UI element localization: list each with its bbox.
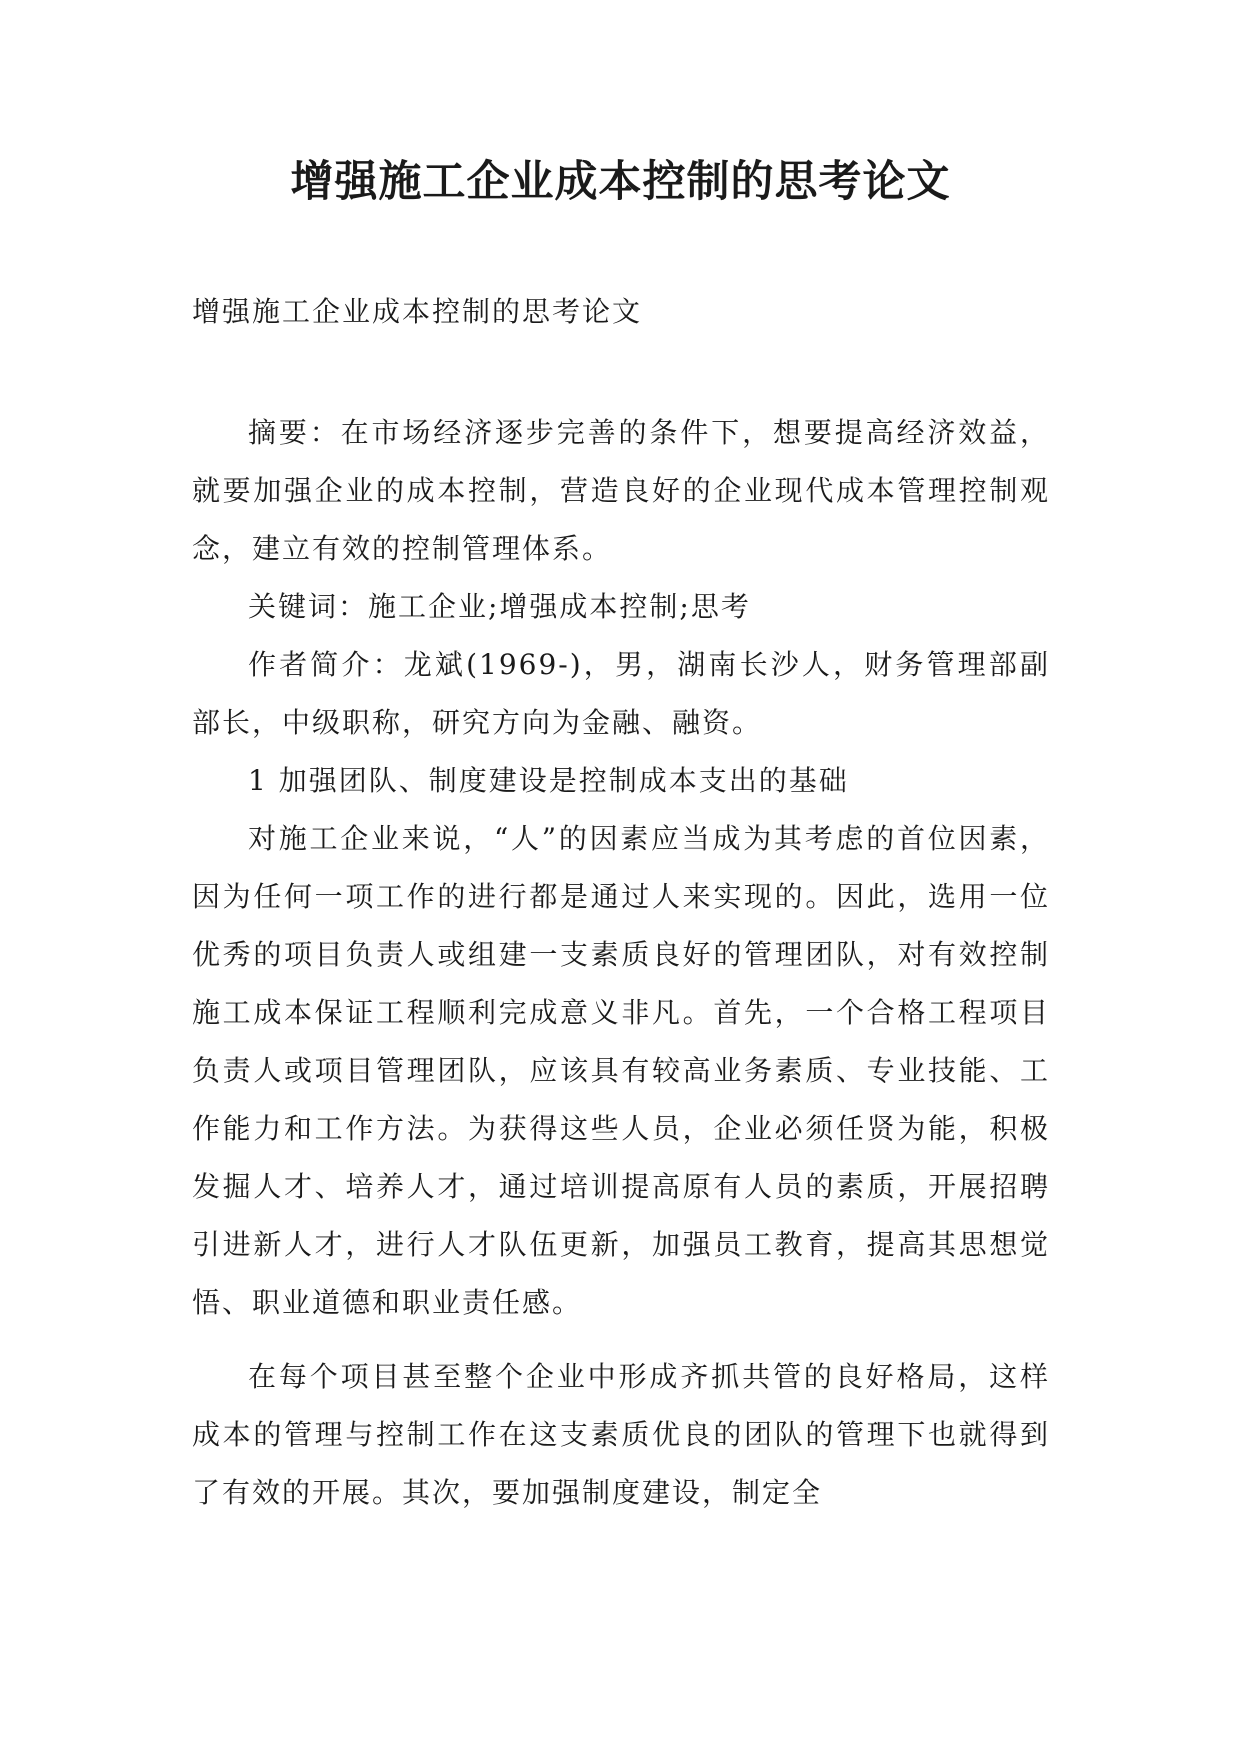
body-paragraph: 在每个项目甚至整个企业中形成齐抓共管的良好格局，这样成本的管理与控制工作在这支素质优良的团队的管理下也就得到了有效的开展。其次，要加强制度建设，制定全 xyxy=(192,1360,1050,1509)
document-title: 增强施工企业成本控制的思考论文 xyxy=(290,157,951,207)
author-bio-paragraph: 作者简介：龙斌(1969-)，男，湖南长沙人，财务管理部副部长，中级职称，研究方向为金融、融资。 xyxy=(192,648,1050,739)
section-heading: 1 加强团队、制度建设是控制成本支出的基础 xyxy=(248,764,849,797)
document-body xyxy=(192,404,1050,1522)
body-paragraph: 对施工企业来说，“人”的因素应当成为其考虑的首位因素，因为任何一项工作的进行都是通过人来实现的。因此，选用一位优秀的项目负责人或组建一支素质良好的管理团队，对有效控制施工成本保证工程顺利完成意义非凡。首先，一个合格工程项目负责人或项目管理团队，应该具有较高业务素质、专业技能、工作能力和工作方法。为获得这些人员，企业必须任贤为能，积极发掘人才、培养人才，通过培训提高原有人员的素质，开展招聘引进新人才，进行人才队伍更新，加强员工教育，提高其思想觉悟、职业道德和职业责任感。 xyxy=(192,822,1050,1319)
abstract-paragraph: 摘要：在市场经济逐步完善的条件下，想要提高经济效益，就要加强企业的成本控制，营造良好的企业现代成本管理控制观念，建立有效的控制管理体系。 xyxy=(192,416,1050,565)
keywords-paragraph: 关键词：施工企业;增强成本控制;思考 xyxy=(248,590,751,623)
document-subtitle: 增强施工企业成本控制的思考论文 xyxy=(192,295,643,328)
